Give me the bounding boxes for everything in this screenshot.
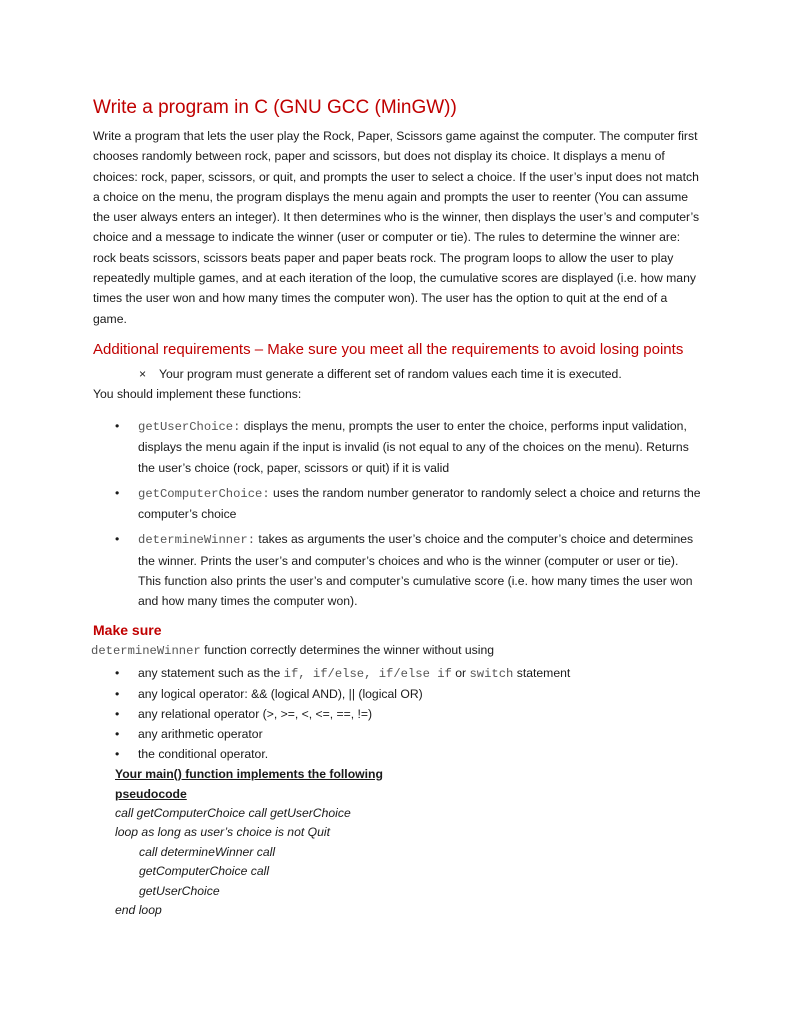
pseudocode-line: loop as long as user’s choice is not Quit bbox=[115, 825, 330, 840]
function-name: getComputerChoice bbox=[138, 486, 263, 501]
random-values-text: Your program must generate a different set of random values each time it is executed. bbox=[159, 366, 622, 381]
bullet-icon: • bbox=[115, 485, 120, 500]
pseudocode-block bbox=[93, 804, 703, 921]
bullet-icon: • bbox=[115, 532, 120, 547]
page-title: Write a program in C (GNU GCC (MinGW)) bbox=[93, 97, 457, 118]
function-item-determinewinner bbox=[93, 529, 703, 611]
bullet-icon: • bbox=[115, 418, 120, 433]
function-sep: : bbox=[247, 533, 256, 548]
restriction-item bbox=[93, 663, 703, 684]
function-name: determineWinner bbox=[91, 643, 201, 658]
function-name: getUserChoice bbox=[138, 419, 234, 434]
code-switch: switch bbox=[469, 666, 514, 681]
implement-functions-line: You should implement these functions: bbox=[93, 386, 302, 401]
restriction-text: any arithmetic operator bbox=[138, 726, 263, 741]
function-desc: takes as arguments the user’s choice and the computer’s choice and determines the winner. Prints the user’s and computer’s choices and who is the winner (computer or user or tie). This function also prints the user’s and computer’s cumulative score (i.e. how many times the user won and how many times the computer won). bbox=[138, 532, 694, 609]
document-page bbox=[93, 96, 703, 921]
make-sure-line bbox=[91, 640, 703, 661]
restriction-item bbox=[93, 744, 703, 764]
restriction-text: any relational operator (>, >=, <, <=, ==, !=) bbox=[138, 706, 373, 721]
pseudocode-line: call getComputerChoice call getUserChoice bbox=[115, 805, 351, 820]
x-mark-icon: × bbox=[139, 366, 147, 381]
pseudocode-heading: Your main() function implements the following pseudocode bbox=[115, 766, 383, 801]
restrictions-list bbox=[93, 663, 703, 764]
bullet-icon: • bbox=[115, 746, 120, 761]
function-sep: : bbox=[262, 486, 270, 501]
functions-list bbox=[93, 416, 703, 612]
make-sure-heading: Make sure bbox=[93, 621, 162, 638]
intro-paragraph: Write a program that lets the user play the Rock, Paper, Scissors game against the computer. The computer first chooses randomly between rock, paper and scissors, but does not display its choice. It displays a menu of choices: rock, paper, scissors, or quit, and prompts the user to select a choice. If the user’s input does not match a choice on the menu, the program displays the menu again and prompts the user to reenter (You can assume the user always enters an integer). It then determines who is the winner, then displays the user’s and computer’s choice and a message to indicate the winner (user or computer or tie). The rules to determine the winner are: rock beats scissors, scissors beats paper and paper beats rock. The program loops to allow the user to play repeatedly multiple games, and at each iteration of the loop, the cumulative scores are displayed (i.e. how many times the user won and how many times the computer won). The user has the option to quit at the end of a game. bbox=[93, 129, 700, 326]
restriction-item bbox=[93, 684, 703, 704]
pseudocode-indented: call determineWinner call getComputerChoice call getUserChoice bbox=[139, 844, 276, 898]
restriction-item bbox=[93, 704, 703, 724]
function-item-getcomputerchoice bbox=[93, 483, 703, 525]
function-item-getuserchoice bbox=[93, 416, 703, 478]
function-sep: : bbox=[233, 419, 241, 434]
bullet-icon: • bbox=[115, 706, 120, 721]
function-name: determineWinner bbox=[138, 533, 248, 548]
bullet-icon: • bbox=[115, 665, 120, 680]
restriction-text: statement bbox=[513, 665, 571, 680]
random-values-requirement bbox=[93, 364, 703, 384]
function-desc: displays the menu, prompts the user to enter the choice, performs input validation, displays the menu again if the input is invalid (is not equal to any of the choices on the menu). Returns the user’s choice (rock, paper, scissors or quit) if it is valid bbox=[138, 418, 689, 475]
restriction-text: any logical operator: && (logical AND), || (logical OR) bbox=[138, 686, 423, 701]
restriction-text: the conditional operator. bbox=[138, 746, 269, 761]
bullet-icon: • bbox=[115, 686, 120, 701]
function-desc: uses the random number generator to randomly select a choice and returns the computer’s choice bbox=[138, 485, 701, 522]
make-sure-text: function correctly determines the winner without using bbox=[200, 642, 495, 657]
restriction-item bbox=[93, 724, 703, 744]
additional-requirements-heading: Additional requirements – Make sure you meet all the requirements to avoid losing points bbox=[93, 340, 684, 358]
restriction-text: any statement such as the bbox=[138, 665, 284, 680]
pseudocode-end: end loop bbox=[115, 903, 162, 918]
code-statements: if, if/else, if/else if bbox=[283, 666, 452, 681]
restriction-text: or bbox=[451, 665, 470, 680]
bullet-icon: • bbox=[115, 726, 120, 741]
